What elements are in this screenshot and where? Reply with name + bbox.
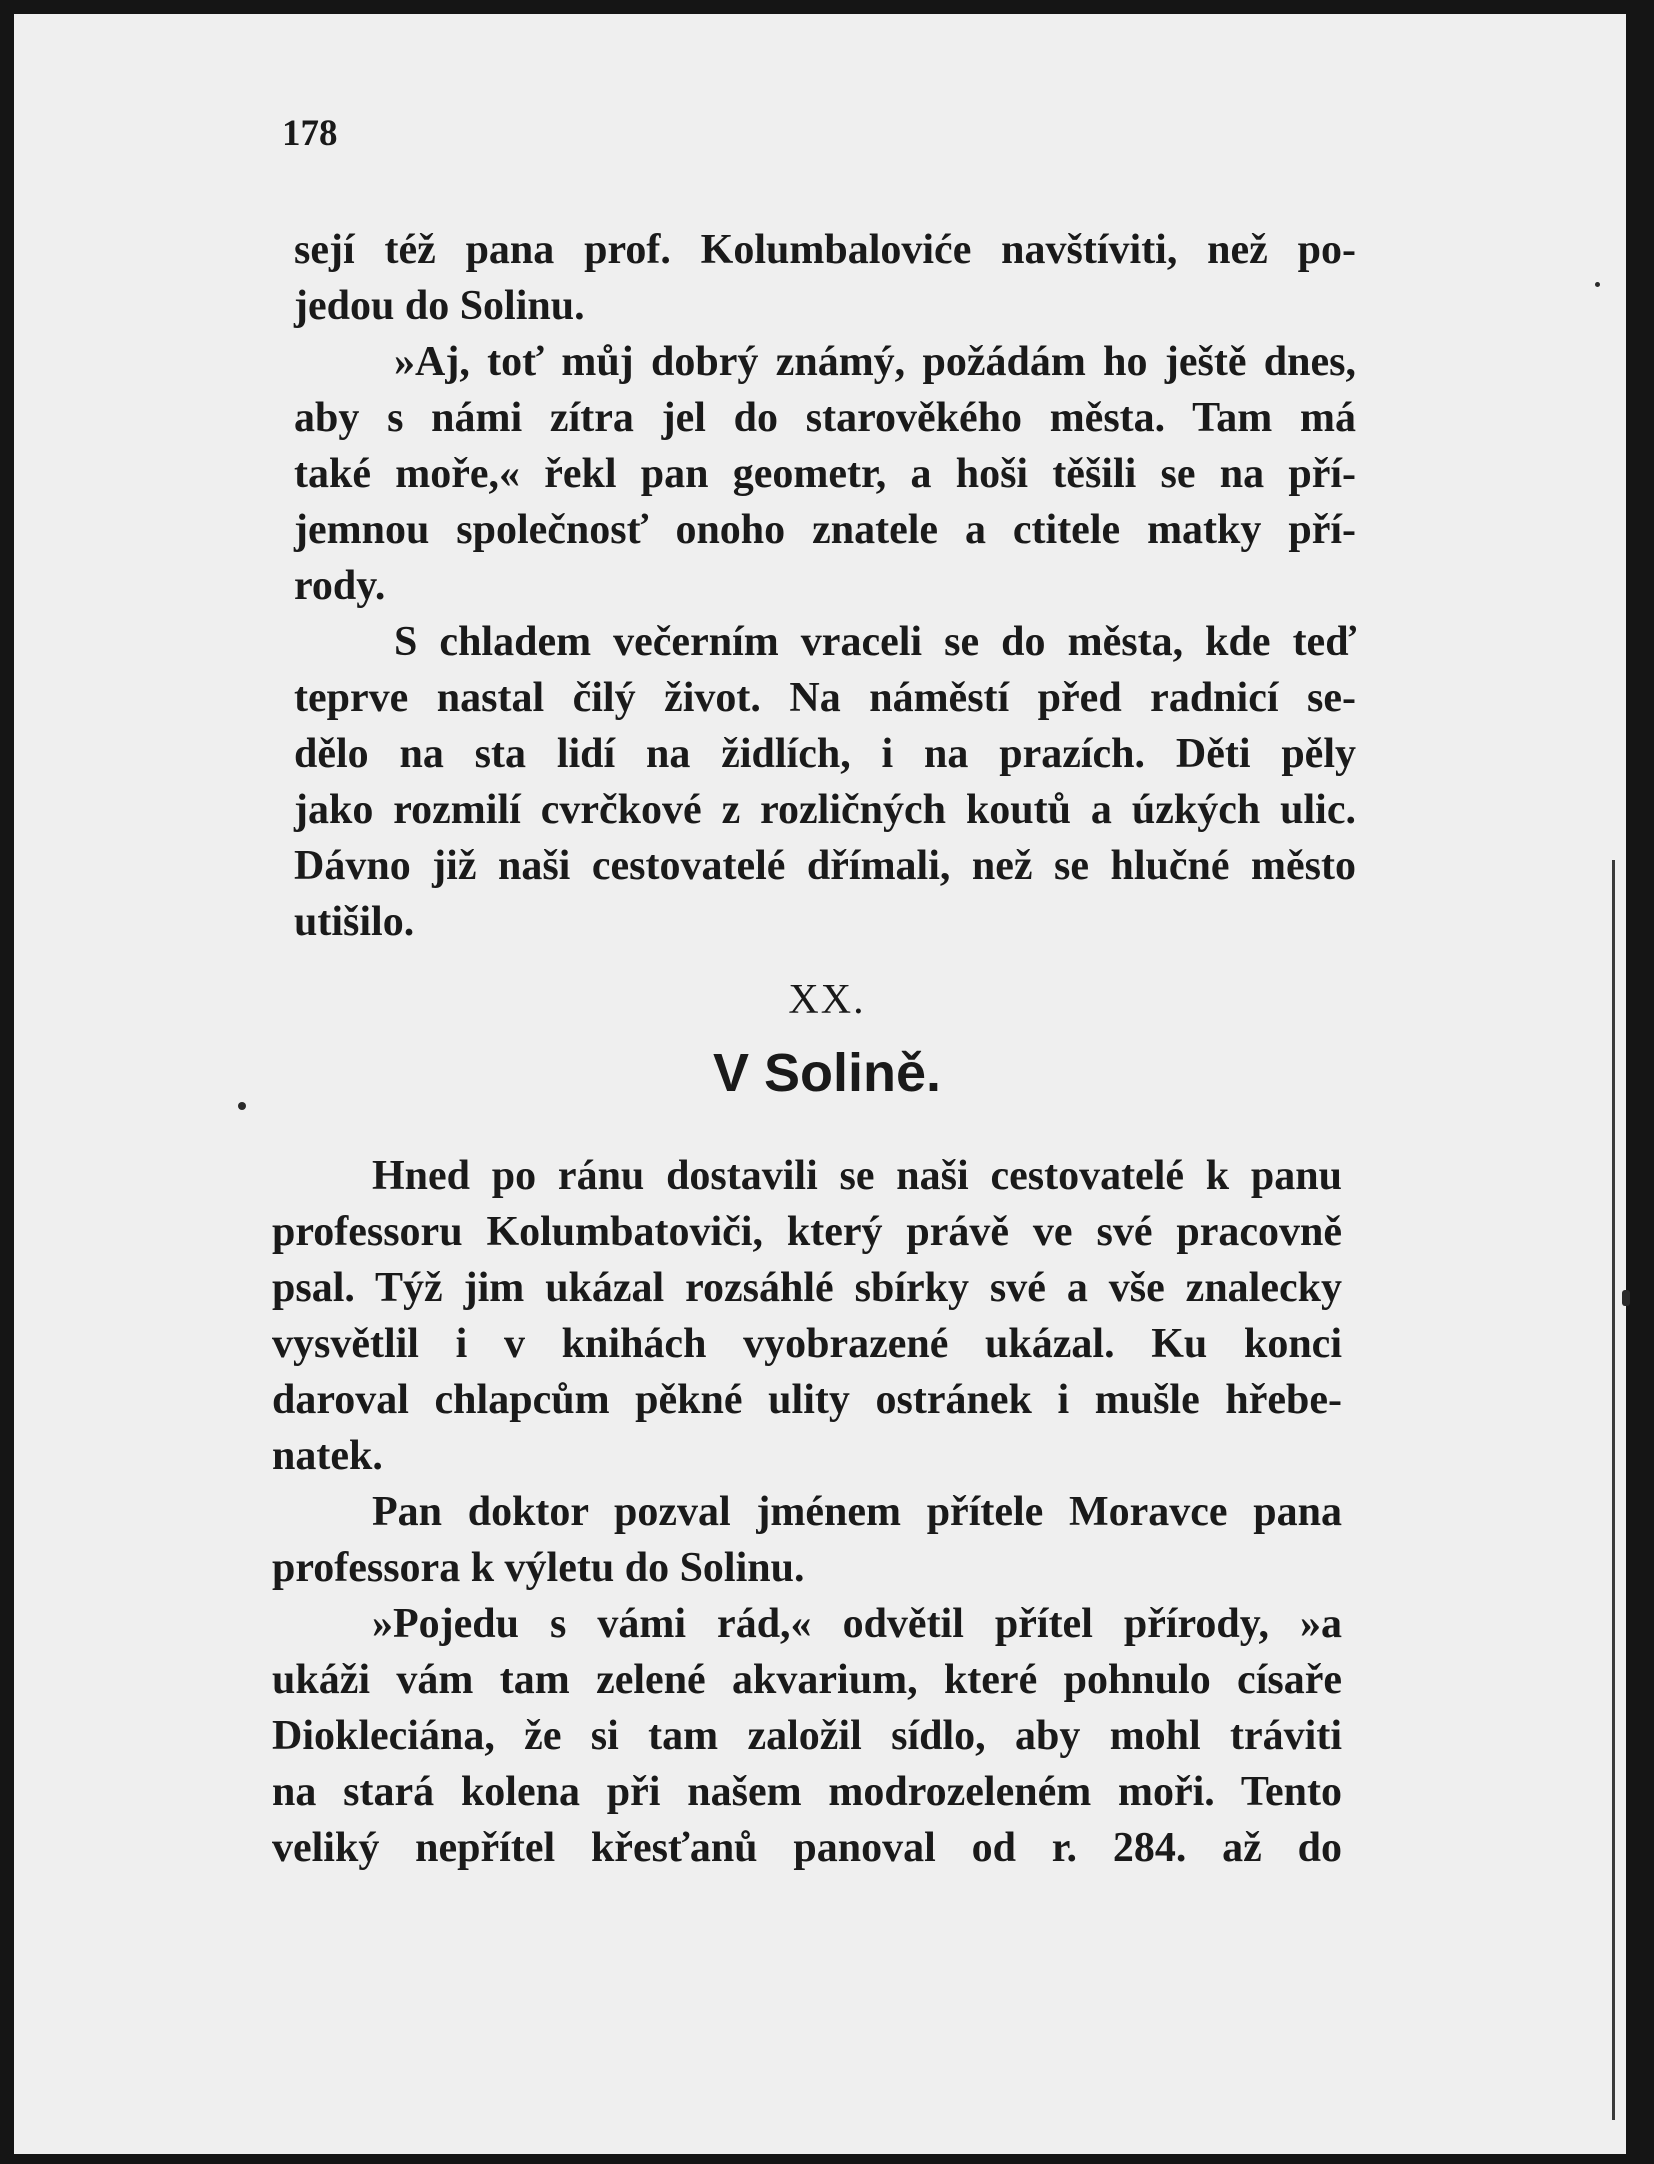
text-line: »Pojedu s vámi rád,« odvětil přítel přírody, »a (372, 1601, 1342, 1647)
text-line: jedou do Solinu. (294, 283, 585, 329)
text-line: S chladem večerním vraceli se do města, kde teď (394, 619, 1356, 665)
chapter-number: XX. (788, 977, 866, 1023)
text-line: psal. Týž jim ukázal rozsáhlé sbírky své a vše znalecky (272, 1265, 1342, 1311)
text-line: jako rozmilí cvrčkové z rozličných koutů a úzkých ulic. (294, 787, 1356, 833)
text-line: na stará kolena při našem modrozeleném moři. Tento (272, 1769, 1342, 1815)
text-line: jemnou společnosť onoho znatele a ctitele matky pří- (294, 507, 1356, 553)
text-line: professora k výletu do Solinu. (272, 1545, 805, 1591)
text-line: teprve nastal čilý život. Na náměstí před radnicí se- (294, 675, 1356, 721)
text-line: aby s námi zítra jel do starověkého města. Tam má (294, 395, 1356, 441)
chapter-title: V Solině. (712, 1043, 942, 1103)
text-line: rody. (294, 563, 386, 609)
text-line: natek. (272, 1433, 383, 1479)
text-line: také moře,« řekl pan geometr, a hoši těšili se na pří- (294, 451, 1356, 497)
text-line: veliký nepřítel křesťanů panoval od r. 284. až do (272, 1825, 1342, 1871)
text-line: Diokleciána, že si tam založil sídlo, aby mohl tráviti (272, 1713, 1342, 1759)
text-line: ukáži vám tam zelené akvarium, které pohnulo císaře (272, 1657, 1342, 1703)
text-line: vysvětlil i v knihách vyobrazené ukázal. Ku konci (272, 1321, 1342, 1367)
text-line: utišilo. (294, 899, 415, 945)
text-block-after (272, 1148, 1342, 1876)
text-line: Pan doktor pozval jménem přítele Moravce pana (372, 1489, 1342, 1535)
text-line: sejí též pana prof. Kolumbaloviće navštíviti, než po- (294, 227, 1356, 273)
text-line: daroval chlapcům pěkné ulity ostránek i mušle hřebe- (272, 1377, 1342, 1423)
scan-speck (1622, 1290, 1630, 1306)
text-line: Dávno již naši cestovatelé dřímali, než se hlučné město (294, 843, 1356, 889)
text-block-before (294, 222, 1356, 950)
text-line: »Aj, toť můj dobrý známý, požádám ho ještě dnes, (394, 339, 1356, 385)
text-line: dělo na sta lidí na židlích, i na prazích. Děti pěly (294, 731, 1356, 777)
text-line: Hned po ránu dostavili se naši cestovatelé k panu (372, 1153, 1342, 1199)
scan-speck (1595, 282, 1600, 287)
page-number: 178 (282, 113, 338, 154)
text-line: professoru Kolumbatoviči, který právě ve své pracovně (272, 1209, 1342, 1255)
